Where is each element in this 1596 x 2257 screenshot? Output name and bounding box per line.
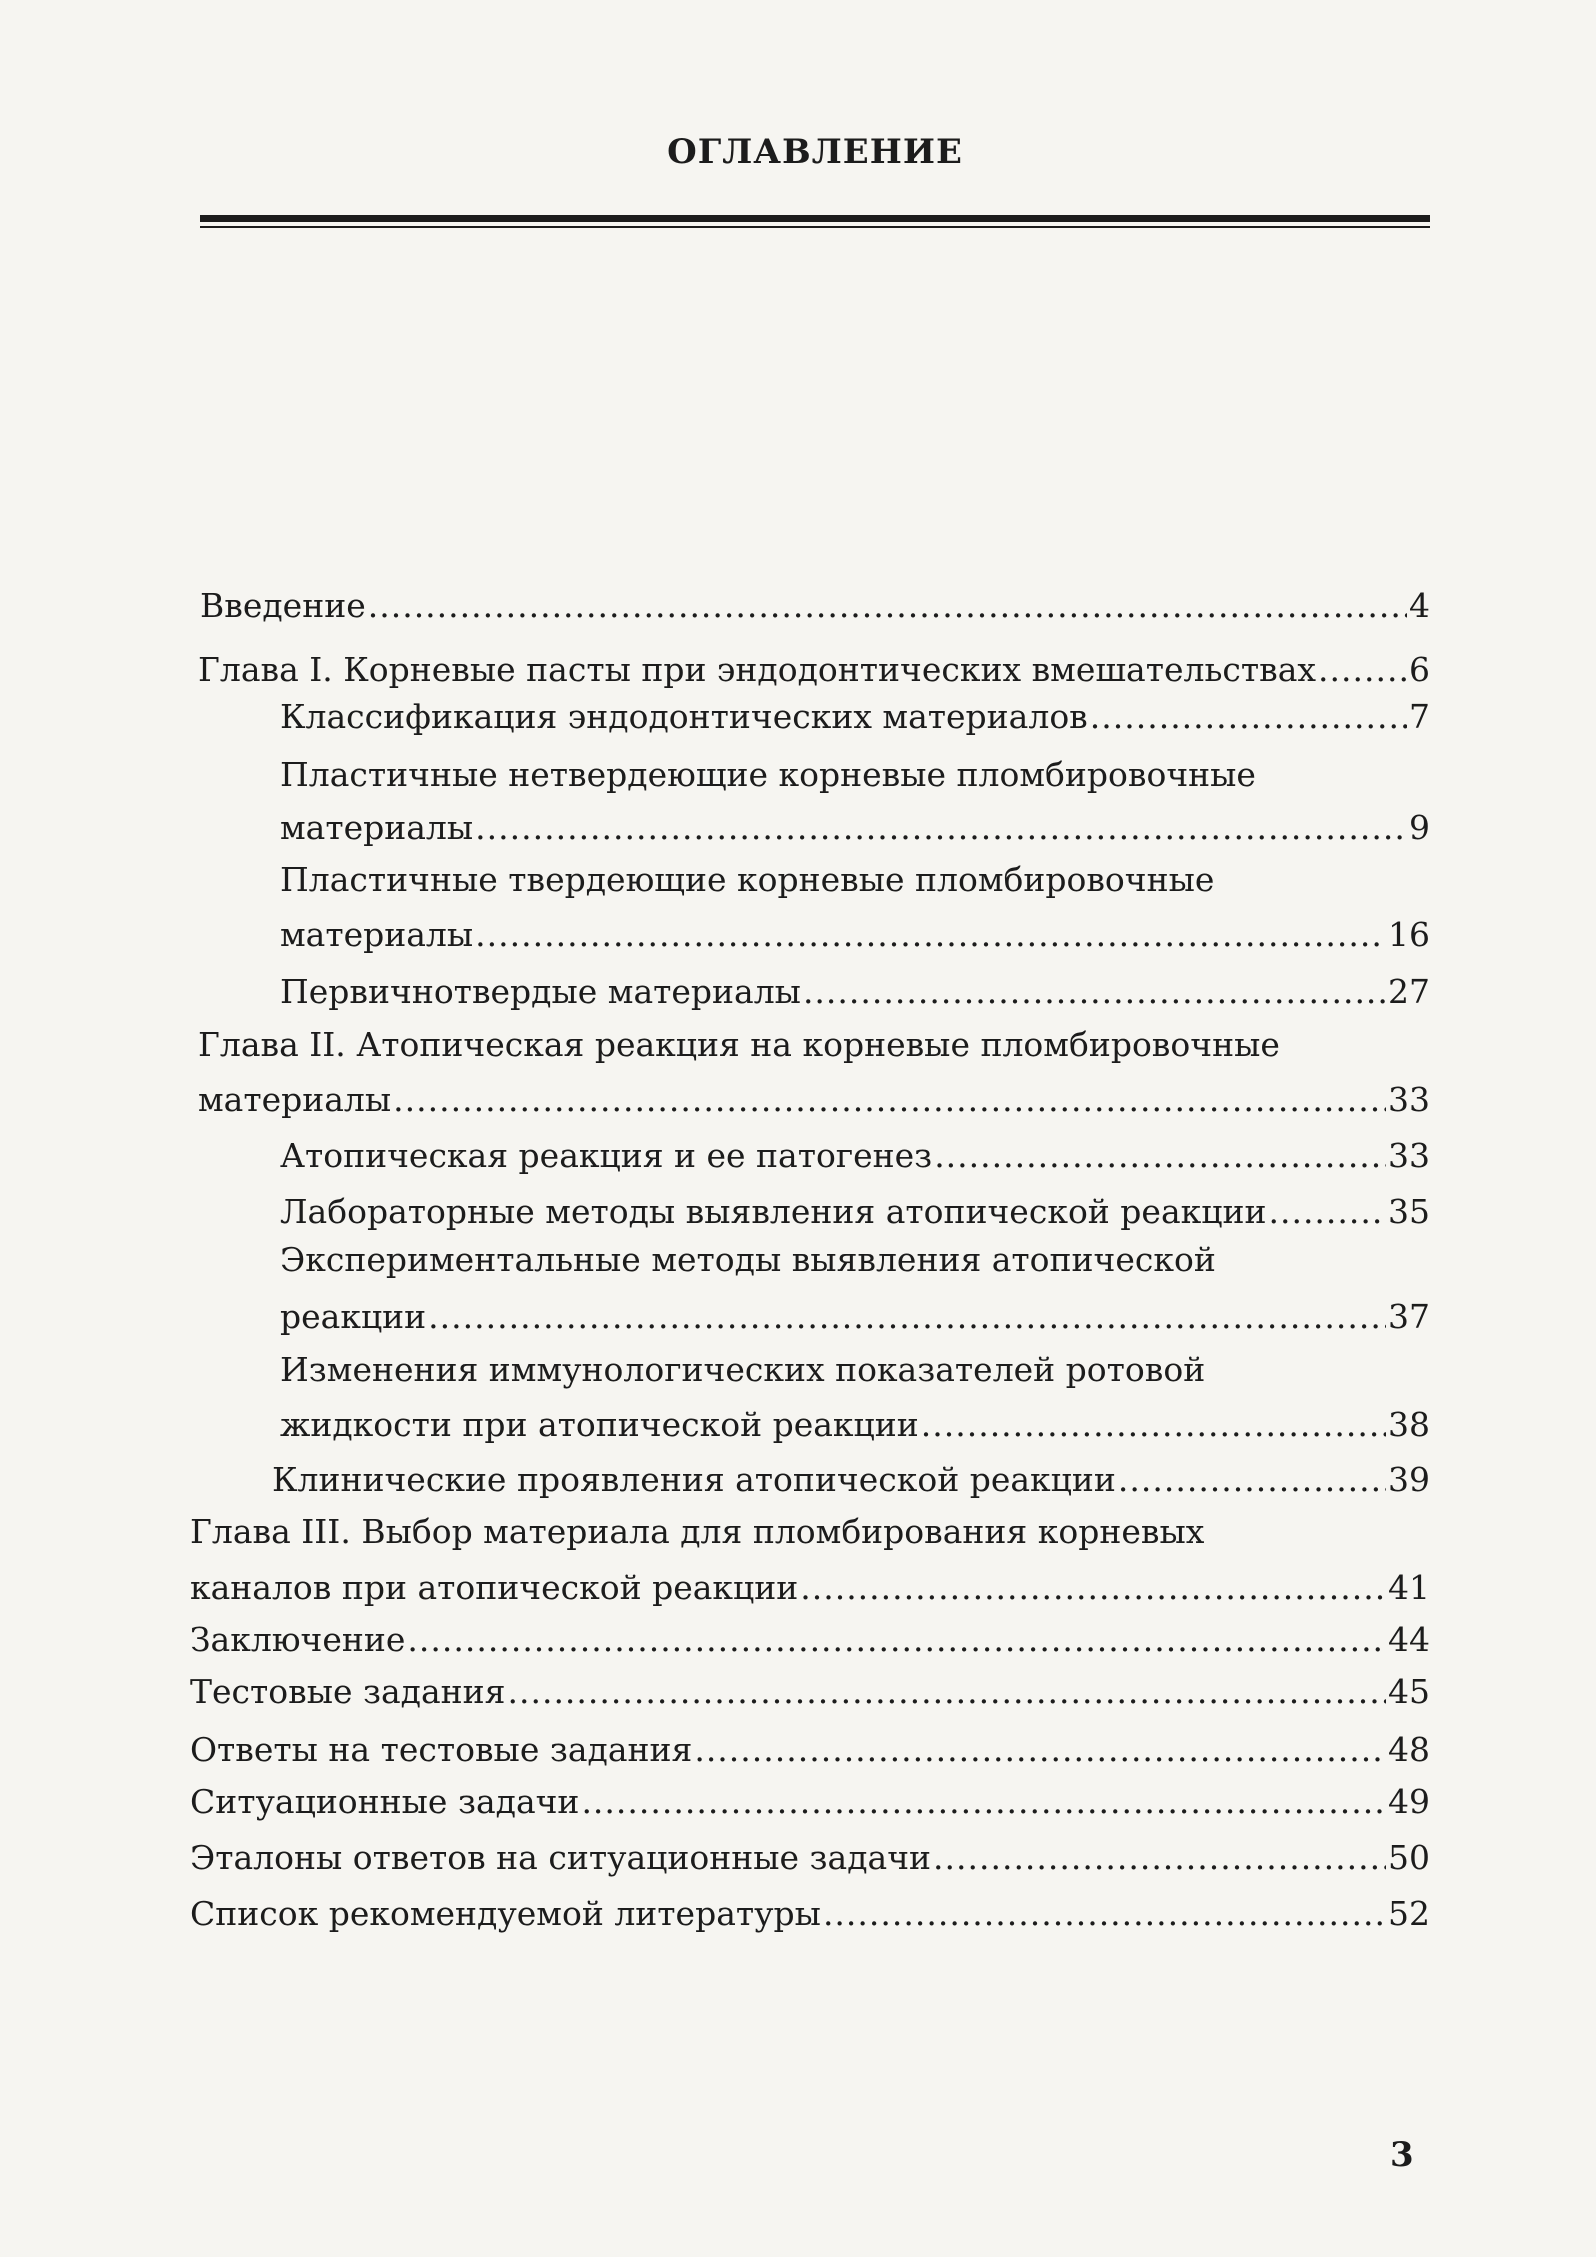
toc-entry-line: Изменения иммунологических показателей ротовой — [280, 1350, 1206, 1389]
toc-label: Глава I. Корневые пасты при эндодонтических вмешательствах — [198, 650, 1317, 689]
toc-entry-chapter-2[interactable] — [198, 1080, 1430, 1120]
toc-entry-conclusion[interactable] — [190, 1620, 1430, 1660]
toc-leader — [1118, 1460, 1386, 1500]
toc-entry-atopic-pathogenesis[interactable] — [280, 1136, 1430, 1176]
toc-entry-lab-methods[interactable] — [280, 1192, 1430, 1232]
toc-entry-reference-answers[interactable] — [190, 1838, 1430, 1878]
toc-label: Тестовые задания — [190, 1672, 506, 1711]
toc-leader — [694, 1730, 1386, 1770]
toc-entry-intro[interactable] — [200, 586, 1430, 626]
toc-page: 44 — [1388, 1620, 1430, 1659]
toc-page: 52 — [1388, 1894, 1430, 1933]
toc-label: Список рекомендуемой литературы — [190, 1894, 821, 1933]
toc-label: реакции — [280, 1297, 427, 1336]
toc-leader — [407, 1620, 1386, 1660]
toc-label: жидкости при атопической реакции — [280, 1405, 919, 1444]
page-number: 3 — [1390, 2135, 1414, 2175]
toc-page: 33 — [1388, 1080, 1430, 1119]
toc-entry-clinical[interactable] — [272, 1460, 1430, 1500]
toc-leader — [368, 586, 1407, 626]
toc-label: Заключение — [190, 1620, 406, 1659]
toc-entry-classification[interactable] — [280, 697, 1430, 737]
toc-label: материалы — [280, 808, 474, 847]
toc-page: 9 — [1409, 808, 1430, 847]
toc-entry-tests[interactable] — [190, 1672, 1430, 1712]
toc-label: каналов при атопической реакции — [190, 1568, 799, 1607]
toc-entry-primary-solid[interactable] — [280, 972, 1430, 1012]
toc-label: Ответы на тестовые задания — [190, 1730, 693, 1769]
toc-leader — [393, 1080, 1386, 1120]
toc-label: Первичнотвердые материалы — [280, 972, 801, 1011]
toc-entry-chapter-3[interactable] — [190, 1568, 1430, 1608]
toc-entry-plastic-hardening[interactable] — [280, 915, 1430, 955]
toc-leader — [823, 1894, 1386, 1934]
toc-entry-line: Экспериментальные методы выявления атопической — [280, 1240, 1216, 1279]
toc-leader — [581, 1782, 1386, 1822]
toc-page: 37 — [1388, 1297, 1430, 1336]
toc-entry-line: Глава II. Атопическая реакция на корневые пломбировочные — [198, 1025, 1280, 1064]
toc-entry-situational[interactable] — [190, 1782, 1430, 1822]
toc-page: 41 — [1388, 1568, 1430, 1607]
toc-leader — [1268, 1192, 1386, 1232]
toc-label: Клинические проявления атопической реакции — [272, 1460, 1116, 1499]
toc-entry-test-answers[interactable] — [190, 1730, 1430, 1770]
toc-label: Ситуационные задачи — [190, 1782, 580, 1821]
toc-leader — [428, 1297, 1386, 1337]
toc-page: 45 — [1388, 1672, 1430, 1711]
toc-leader — [1090, 697, 1407, 737]
toc-entry-chapter-1[interactable] — [198, 650, 1430, 690]
toc-page: 35 — [1388, 1192, 1430, 1231]
toc-label: Лабораторные методы выявления атопической реакции — [280, 1192, 1267, 1231]
toc-leader — [507, 1672, 1386, 1712]
toc-leader — [921, 1405, 1386, 1445]
toc-entry-experimental-methods[interactable] — [280, 1297, 1430, 1337]
toc-label: материалы — [198, 1080, 392, 1119]
toc-page: 16 — [1388, 915, 1430, 954]
page-title: ОГЛАВЛЕНИЕ — [667, 132, 963, 172]
toc-page: 39 — [1388, 1460, 1430, 1499]
toc-page: 50 — [1388, 1838, 1430, 1877]
toc-entry-literature[interactable] — [190, 1894, 1430, 1934]
toc-leader — [803, 972, 1386, 1012]
toc-leader — [475, 915, 1386, 955]
toc-leader — [1318, 650, 1407, 690]
toc-label: Эталоны ответов на ситуационные задачи — [190, 1838, 932, 1877]
toc-entry-line: Пластичные твердеющие корневые пломбировочные — [280, 860, 1215, 899]
toc-leader — [934, 1136, 1386, 1176]
toc-page: 27 — [1388, 972, 1430, 1011]
toc-label: Введение — [200, 586, 366, 625]
toc-label: Атопическая реакция и ее патогенез — [280, 1136, 933, 1175]
toc-entry-plastic-nonhardening[interactable] — [280, 808, 1430, 848]
toc-page: 33 — [1388, 1136, 1430, 1175]
toc-leader — [933, 1838, 1386, 1878]
toc-label: материалы — [280, 915, 474, 954]
toc-page: 38 — [1388, 1405, 1430, 1444]
toc-page: 6 — [1409, 650, 1430, 689]
toc-label: Классификация эндодонтических материалов — [280, 697, 1088, 736]
toc-leader — [800, 1568, 1386, 1608]
toc-entry-immunological[interactable] — [280, 1405, 1430, 1445]
toc-page: 48 — [1388, 1730, 1430, 1769]
toc-entry-line: Глава III. Выбор материала для пломбирования корневых — [190, 1512, 1205, 1551]
toc-entry-line: Пластичные нетвердеющие корневые пломбировочные — [280, 755, 1256, 794]
toc-page: 7 — [1409, 697, 1430, 736]
toc-page: 4 — [1409, 586, 1430, 625]
toc-leader — [475, 808, 1407, 848]
toc-page: 49 — [1388, 1782, 1430, 1821]
